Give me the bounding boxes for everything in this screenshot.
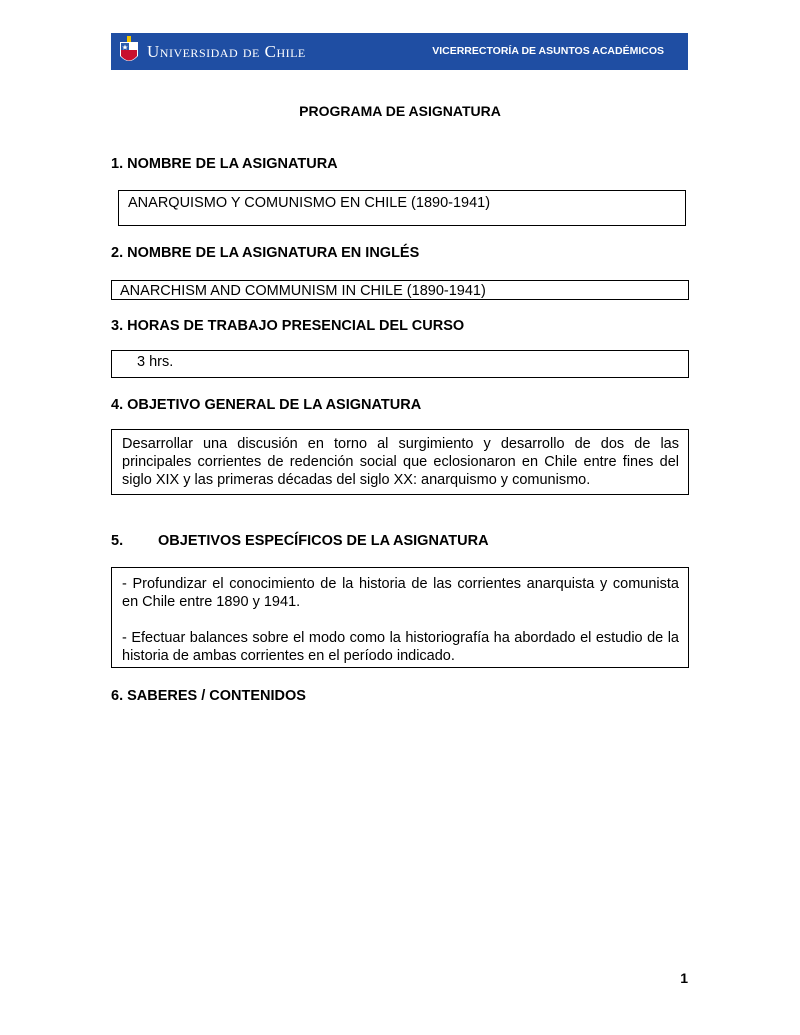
university-name: Universidad de Chile [147,42,306,61]
section-1-box [118,190,686,226]
section-3-box [111,350,689,378]
section-5-heading [111,533,489,549]
university-crest-icon [118,36,140,67]
section-2-heading: 2. NOMBRE DE LA ASIGNATURA EN INGLÉS [111,245,420,261]
section-4-box [111,429,689,495]
section-5-number: 5. [111,533,124,549]
section-5-box [111,567,689,668]
contact-hours-value: 3 hrs. [137,354,174,370]
section-5-title: OBJETIVOS ESPECÍFICOS DE LA ASIGNATURA [158,533,489,549]
section-4-heading: 4. OBJETIVO GENERAL DE LA ASIGNATURA [111,397,422,413]
section-3-heading: 3. HORAS DE TRABAJO PRESENCIAL DEL CURSO [111,318,465,334]
header-banner [111,33,688,70]
specific-objective-2: - Efectuar balances sobre el modo como la historiografía ha abordado el estudio de la historia de ambas corrientes en el período indicado. [122,630,679,664]
section-6-heading: 6. SABERES / CONTENIDOS [111,688,306,704]
section-2-box [111,280,689,300]
specific-objective-1: - Profundizar el conocimiento de la historia de las corrientes anarquista y comunista en Chile entre 1890 y 1941. [122,576,679,610]
section-1-heading: 1. NOMBRE DE LA ASIGNATURA [111,156,338,172]
page-number: 1 [680,970,688,986]
document-title: PROGRAMA DE ASIGNATURA [299,103,501,119]
course-name-english-value: ANARCHISM AND COMMUNISM IN CHILE (1890-1941) [120,283,486,299]
office-name: VICERRECTORÍA DE ASUNTOS ACADÉMICOS [432,45,664,57]
course-name-value: ANARQUISMO Y COMUNISMO EN CHILE (1890-1941) [128,195,491,211]
general-objective-text: Desarrollar una discusión en torno al surgimiento y desarrollo de dos de las principales corrientes de redención social que eclosionaron en Chile entre fines del siglo XIX y las primeras décadas del siglo XX: anarquismo y comunismo. [122,436,679,488]
